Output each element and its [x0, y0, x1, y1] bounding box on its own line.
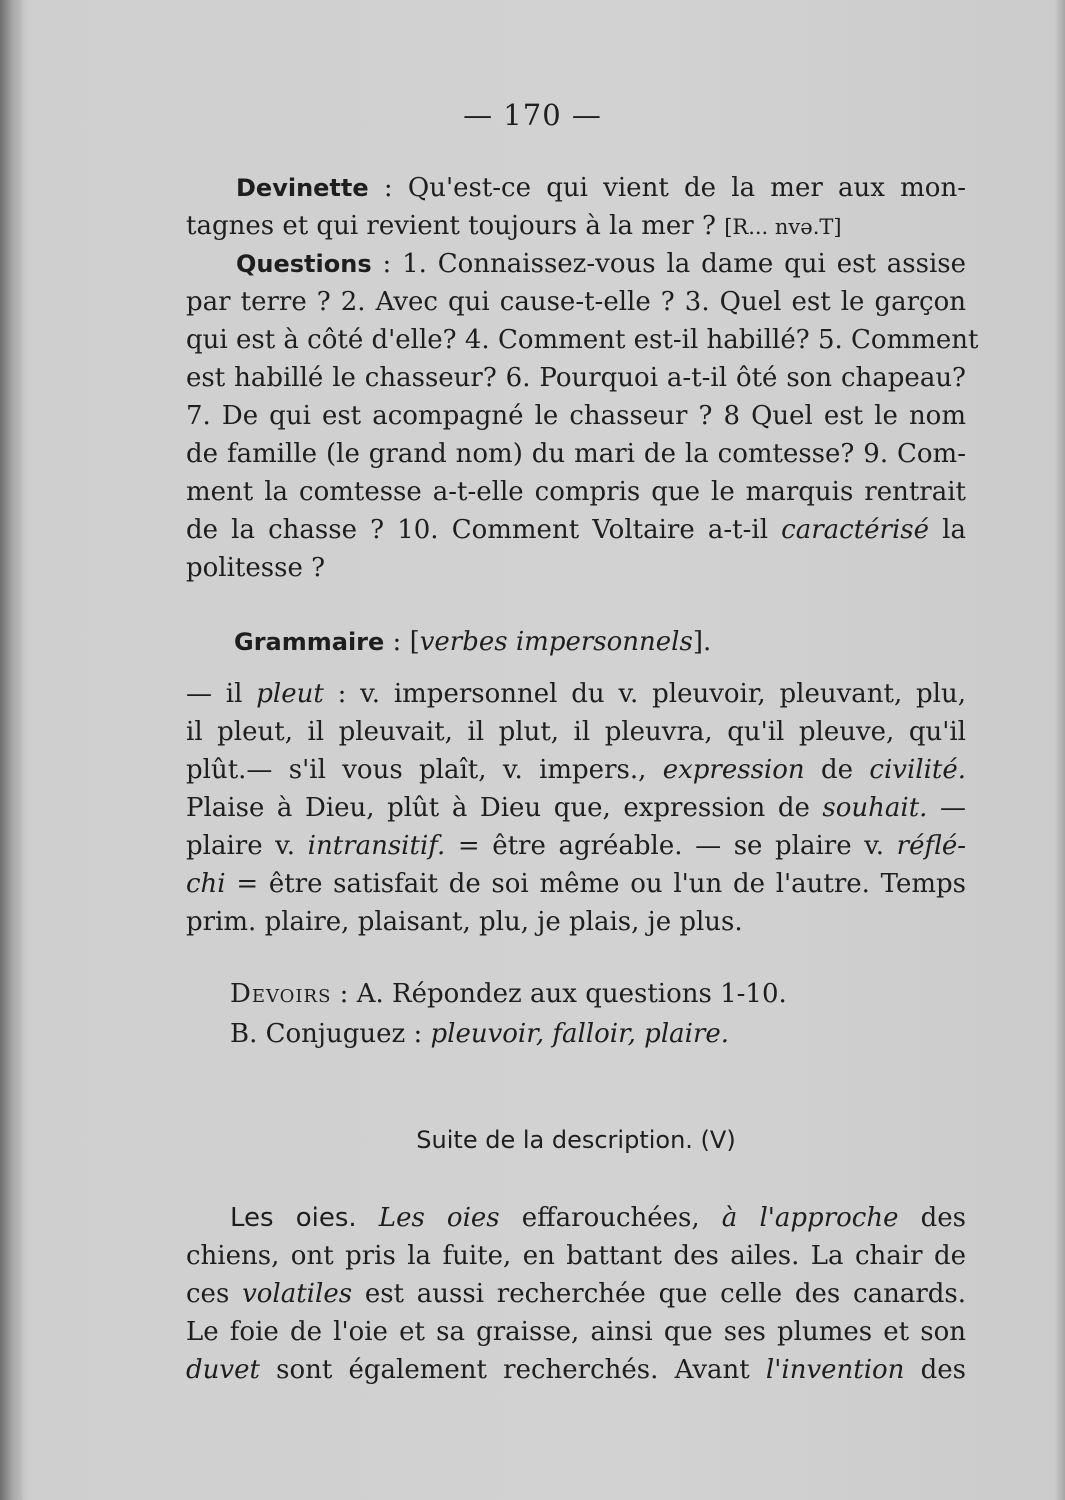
questions-line-3: qui est à côté d'elle? 4. Comment est-il habillé? 5. Comment	[186, 325, 979, 355]
questions-line-8: de la chasse ? 10. Comment Voltaire a-t-il caractérisé la	[186, 515, 966, 545]
grammaire-line-4: Plaise à Dieu, plût à Dieu que, expression de souhait. —	[186, 793, 967, 823]
devinette-line-1: Devinette : Qu'est-ce qui vient de la mer aux mon-	[236, 173, 966, 203]
devinette-line-2: tagnes et qui revient toujours à la mer ? [R... nvǝ.T]	[186, 211, 842, 241]
grammaire-line-5: plaire v. intransitif. = être agréable. — se plaire v. réflé-	[186, 831, 966, 861]
grammaire-heading: Grammaire : [verbes impersonnels].	[234, 627, 712, 657]
oies-line-3: ces volatiles est aussi recherchée que celle des canards.	[186, 1279, 967, 1309]
questions-line-7: ment la comtesse a-t-elle compris que le marquis rentrait	[186, 477, 966, 507]
page-right-edge	[1055, 0, 1065, 1500]
questions-line-1: Questions : 1. Connaissez-vous la dame qui est assise	[236, 249, 966, 279]
section-title: Suite de la description. (V)	[416, 1126, 736, 1154]
questions-line-5: 7. De qui est acompagné le chasseur ? 8 Quel est le nom	[186, 401, 966, 431]
devoirs-line-a: Devoirs : A. Répondez aux questions 1-10.	[230, 979, 787, 1009]
devoirs-line-b: B. Conjuguez : pleuvoir, falloir, plaire.	[230, 1019, 730, 1049]
oies-line-2: chiens, ont pris la fuite, en battant des ailes. La chair de	[186, 1241, 966, 1271]
grammaire-line-3: plût.— s'il vous plaît, v. impers., expression de civilité.	[186, 755, 967, 785]
oies-line-5: duvet sont également recherchés. Avant l'invention des	[186, 1355, 967, 1385]
oies-line-4: Le foie de l'oie et sa graisse, ainsi que ses plumes et son	[186, 1317, 966, 1347]
grammaire-line-6: chi = être satisfait de soi même ou l'un de l'autre. Temps	[186, 869, 966, 899]
oies-line-1: Les oies. Les oies effarouchées, à l'approche des	[230, 1203, 966, 1233]
questions-line-4: est habillé le chasseur? 6. Pourquoi a-t-il ôté son chapeau?	[186, 363, 966, 393]
questions-line-9: politesse ?	[186, 553, 326, 583]
grammaire-line-1: — il pleut : v. impersonnel du v. pleuvoir, pleuvant, plu,	[186, 679, 967, 709]
devinette-answer: [R... nvǝ.T]	[724, 215, 842, 239]
grammaire-line-7: prim. plaire, plaisant, plu, je plais, je plus.	[186, 907, 743, 937]
questions-line-6: de famille (le grand nom) du mari de la comtesse? 9. Com-	[186, 439, 966, 469]
page-gutter-shadow	[0, 0, 22, 1500]
questions-line-2: par terre ? 2. Avec qui cause-t-elle ? 3. Quel est le garçon	[186, 287, 966, 317]
grammaire-line-2: il pleut, il pleuvait, il plut, il pleuvra, qu'il pleuve, qu'il	[186, 717, 966, 747]
page-number: — 170 —	[463, 98, 602, 132]
